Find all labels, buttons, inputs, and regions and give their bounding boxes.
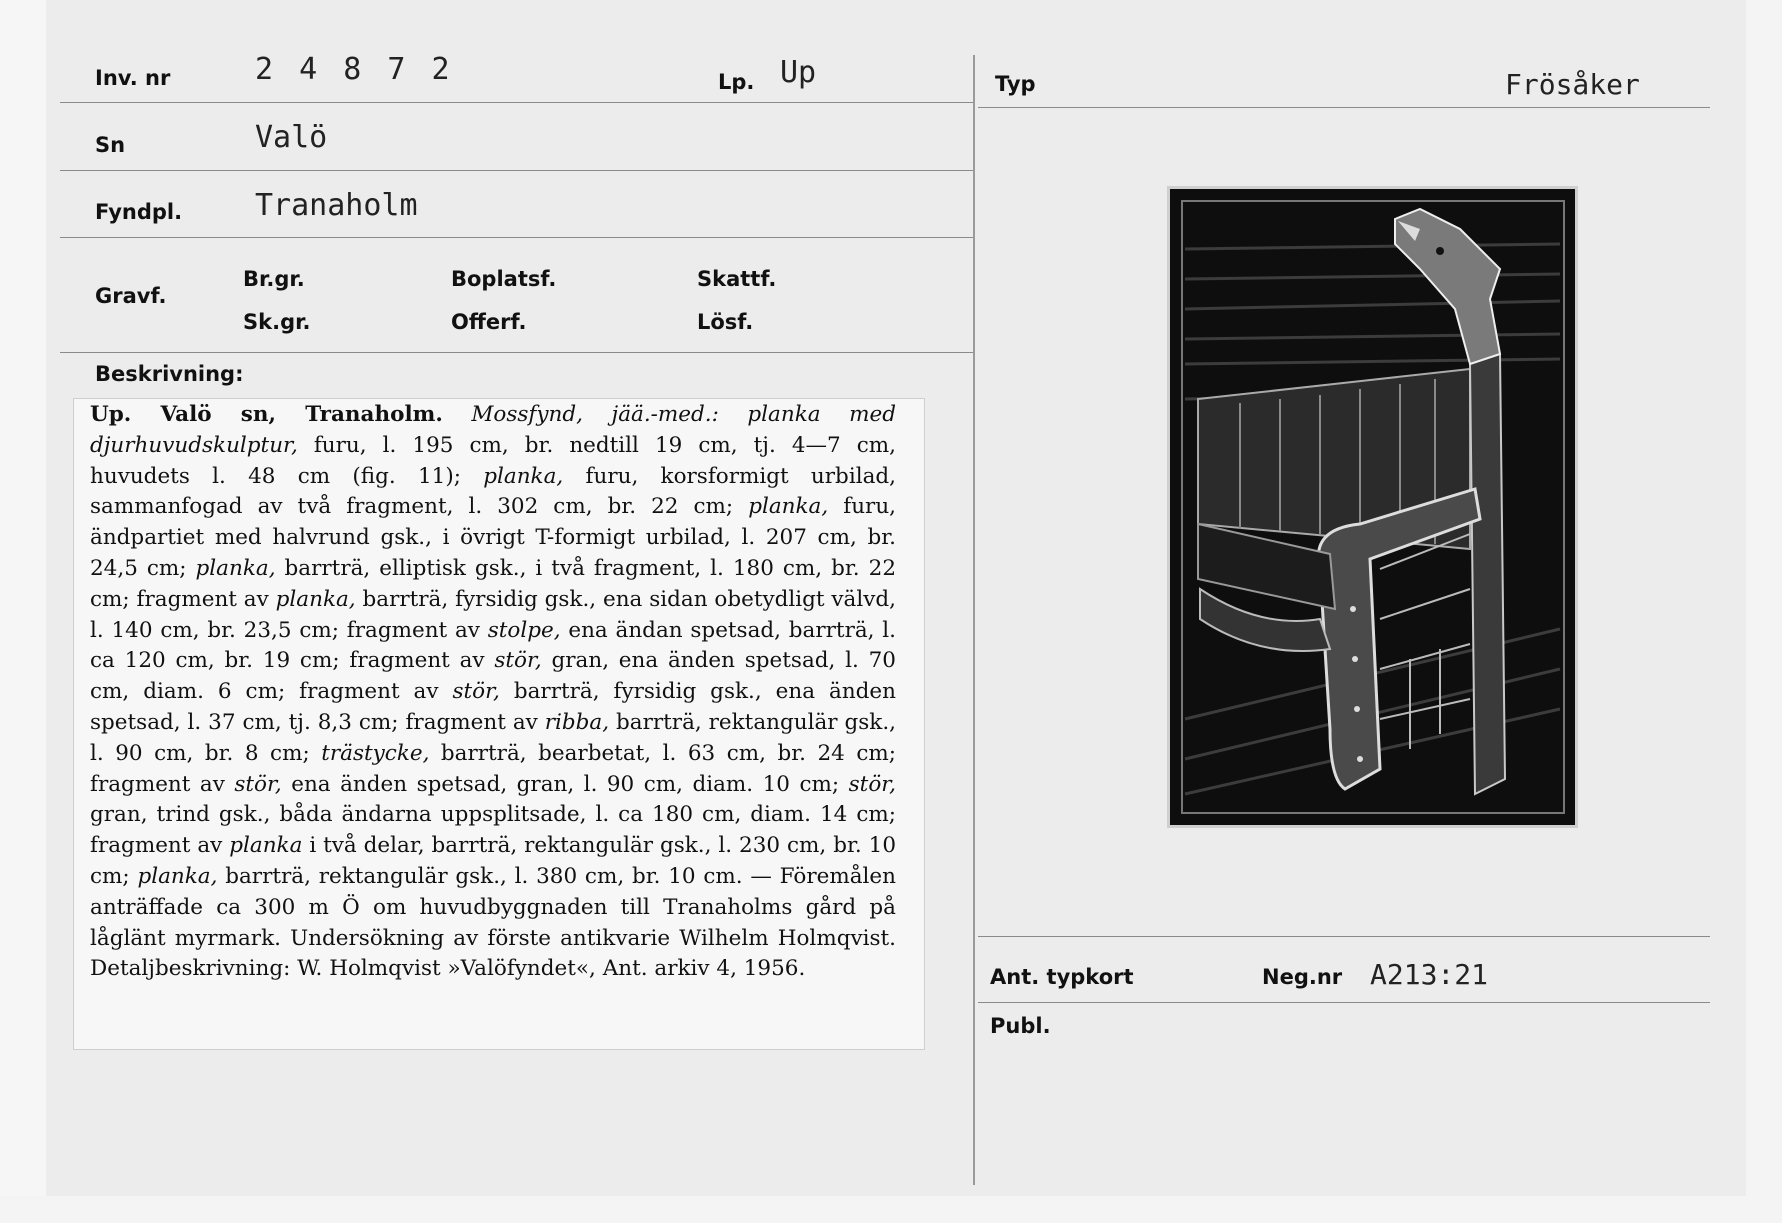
rule-typkort-top [978,936,1710,937]
description-seg: gran, ena änden spetsad, l. 70 cm, diam. 6 cm; fragment av [90,648,896,705]
rule-row1 [60,102,975,103]
sn-value: Valö [255,120,328,155]
description-italic: stör, [848,771,897,797]
description-seg: barrträ, bearbetat, l. 63 cm, br. 24 cm; fragment av [90,740,897,797]
description-seg: i två delar, barrträ, rektangulär gsk., l. 230 cm, br. 10 cm; [90,833,896,889]
rule-row4 [60,352,975,353]
description-seg: furu, korsformigt urbilad, sammanfogad av två fragment, l. 302 cm, br. 22 cm; [90,463,896,520]
description-italic: stör, [494,648,542,674]
description-seg: barrträ, fyrsidig gsk., ena änden spetsad, l. 37 cm, tj. 8,3 cm; fragment av [90,679,897,735]
typ-label: Typ [995,72,1036,96]
description-seg: furu, ändpartiet med halvrund gsk., i övrigt T-formigt urbilad, l. 207 cm, br. 24,5 cm; [90,494,896,581]
description-italic: stör, [452,679,500,705]
typ-value: Frösåker [1505,68,1640,101]
description-seg: barrträ, rektangulär gsk., l. 380 cm, br. 10 cm. — Föremålen anträffade ca 300 m Ö om huvudbyggnaden till Tranaholms gård på låglänt myrmark. Undersökning av förste antikvarie Wilhelm Holmqvist. Detaljbeskrivning: W. Holmqvist »Valöfyndet«, Ant. arkiv 4, 1956. [90,863,896,982]
lp-value: Up [780,55,817,90]
rule-typ [978,107,1710,108]
offerf-label: Offerf. [451,310,527,334]
description-lead: Up. Valö sn, Tranaholm. [90,402,443,427]
description-italic: planka, [748,494,829,520]
description-italic: planka, [483,463,564,489]
scan-margin-bottom [0,1196,1782,1223]
losf-label: Lösf. [697,310,754,334]
gravf-label: Gravf. [95,284,167,308]
inv-nr-value: 2 4 8 7 2 [255,52,454,87]
negnr-label: Neg.nr [1262,965,1343,989]
inv-nr-label: Inv. nr [95,66,171,90]
scan-margin-left [0,0,46,1223]
skgr-label: Sk.gr. [243,310,311,334]
boplatsf-label: Boplatsf. [451,267,557,291]
description-italic: Mossfynd, jää.-med.: planka med djurhuvudskulptur, [90,402,896,458]
description-text [90,400,896,985]
brgr-label: Br.gr. [243,267,305,291]
skattf-label: Skattf. [697,267,777,291]
description-seg: furu, l. 195 cm, br. nedtill 19 cm, tj. 4—7 cm, huvudets l. 48 cm (fig. 11); [90,432,896,489]
fyndpl-value: Tranaholm [255,188,418,223]
description-italic: stolpe, [487,617,561,643]
description-italic: planka, [275,586,356,612]
scan-margin-right [1746,0,1782,1223]
negnr-value: A213:21 [1370,958,1489,991]
sn-label: Sn [95,133,126,157]
description-italic: planka, [137,863,218,889]
description-italic: planka [229,833,303,859]
beskrivning-label: Beskrivning: [95,362,244,386]
ant-typkort-label: Ant. typkort [990,965,1134,989]
rule-row3 [60,237,975,238]
rule-row2 [60,170,975,171]
description-seg: barrträ, elliptisk gsk., i två fragment, l. 180 cm, br. 22 cm; fragment av [90,555,896,612]
rule-typkort-bottom [978,1002,1710,1003]
description-italic: planka, [195,555,276,581]
description-italic: trästycke, [321,740,430,766]
description-seg: ena änden spetsad, gran, l. 90 cm, diam. 10 cm; [281,771,849,797]
description-italic: stör, [234,771,282,797]
description-seg: ena ändan spetsad, barrträ, l. ca 120 cm, br. 19 cm; fragment av [90,617,896,674]
publ-label: Publ. [990,1014,1051,1038]
description-seg: barrträ, rektangulär gsk., l. 90 cm, br. 8 cm; [90,709,896,766]
description-seg: gran, trind gsk., båda ändarna uppsplitsade, l. ca 180 cm, diam. 14 cm; fragment av [90,802,896,859]
column-divider [973,55,975,1185]
description-seg: barrträ, fyrsidig gsk., ena sidan obetydligt välvd, l. 140 cm, br. 23,5 cm; fragment av [90,586,896,643]
pew-end-drawing [1170,189,1575,825]
artifact-illustration [1167,186,1578,828]
description-seg [443,402,472,427]
fyndpl-label: Fyndpl. [95,200,183,224]
description-italic: ribba, [544,709,610,735]
lp-label: Lp. [718,70,755,94]
